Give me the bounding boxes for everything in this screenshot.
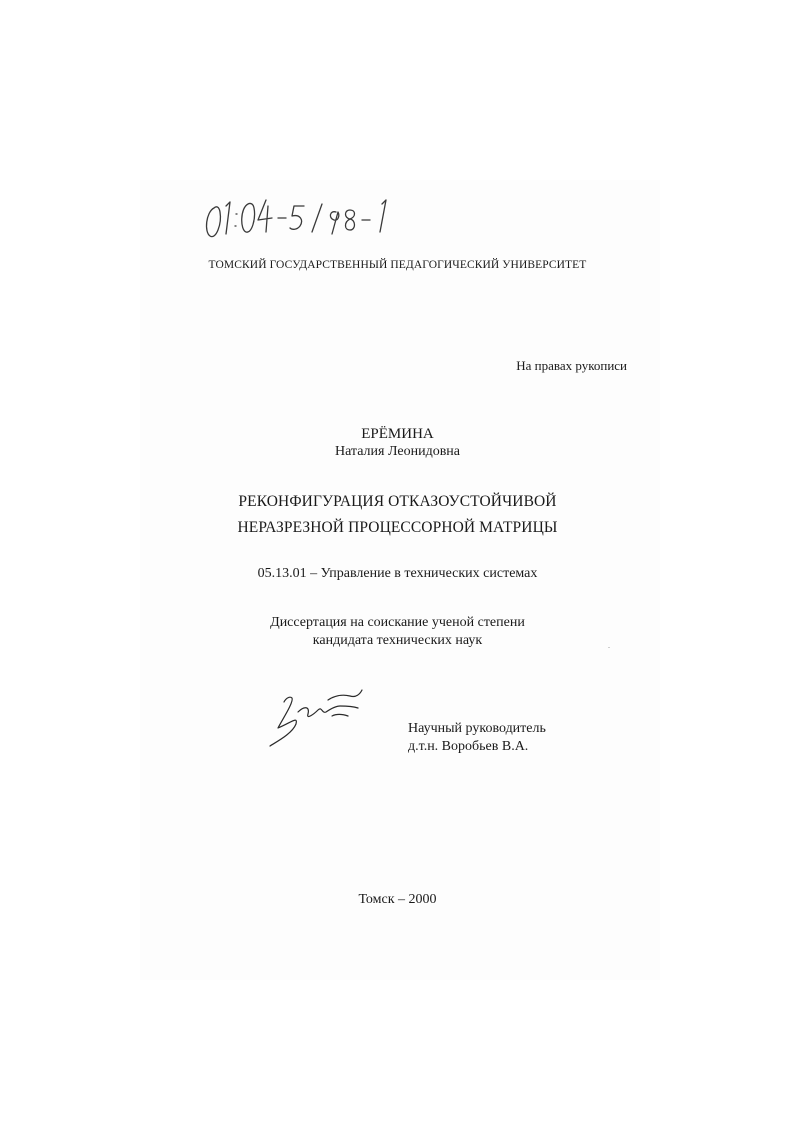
handwritten-catalog-code: [200, 188, 400, 248]
place-and-year: Томск – 2000: [358, 892, 437, 907]
manuscript-rights-note: На правах рукописи: [516, 358, 627, 373]
degree-line-1: Диссертация на соискание ученой степени: [270, 615, 525, 630]
degree-line-2: кандидата технических наук: [312, 633, 483, 648]
specialty-code: 05.13.01 – Управление в технических системах: [257, 566, 538, 581]
thesis-title-line-2: НЕРАЗРЕЗНОЙ ПРОЦЕССОРНОЙ МАТРИЦЫ: [237, 519, 558, 536]
scan-speck: [608, 647, 610, 648]
thesis-title-line-1: РЕКОНФИГУРАЦИЯ ОТКАЗОУСТОЙЧИВОЙ: [238, 493, 557, 510]
university-name: ТОМСКИЙ ГОСУДАРСТВЕННЫЙ ПЕДАГОГИЧЕСКИЙ УНИВЕРСИТЕТ: [208, 259, 587, 271]
author-signature: [262, 684, 372, 754]
author-given-names: Наталия Леонидовна: [334, 444, 461, 459]
supervisor-name: д.т.н. Воробьев В.А.: [408, 739, 529, 754]
supervisor-label: Научный руководитель: [408, 721, 546, 736]
author-surname: ЕРЁМИНА: [361, 426, 434, 442]
